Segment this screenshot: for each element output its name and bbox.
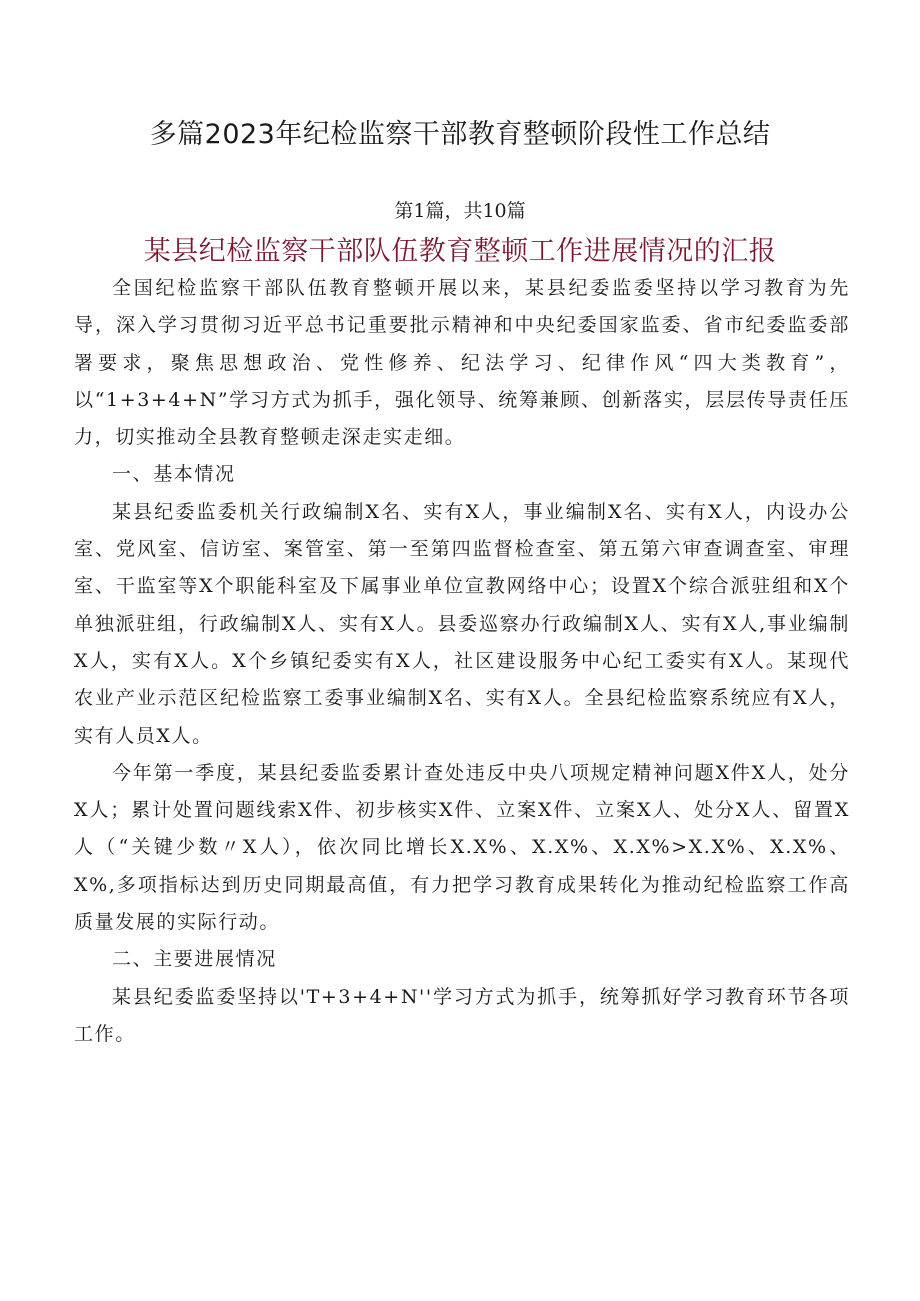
part-title: 某县纪检监察干部队伍教育整顿工作进展情况的汇报 (143, 236, 777, 267)
part-label: 第1篇，共10篇 (394, 200, 526, 222)
paragraph-first-quarter: 今年第一季度，某县纪委监委累计查处违反中央八项规定精神问题X件X人，处分X人；累计处置问题线索X件、初步核实X件、立案X件、立案X人、处分X人、留置X人（“关键少数〃X人），依次同比增长X.X%、X.X%、X.X%>X.X%、X.X%、X%,多项指标达到历史同期最高值，有力把学习教育成果转化为推动纪检监察工作高质量发展的实际行动。 (74, 761, 850, 934)
section-heading-main-progress: 二、主要进展情况 (112, 948, 277, 971)
paragraph-intro: 全国纪检监察干部队伍教育整顿开展以来，某县纪委监委坚持以学习教育为先导，深入学习贯彻习近平总书记重要批示精神和中央纪委国家监委、省市纪委监委部署要求，聚焦思想政治、党性修养、纪法学习、纪律作风“四大类教育”，以“1+3+4+N”学习方式为抓手，强化领导、统筹兼顾、创新落实，层层传导责任压力，切实推动全县教育整顿走深走实走细。 (74, 277, 850, 449)
document-title: 多篇2023年纪检监察干部教育整顿阶段性工作总结 (149, 119, 771, 150)
paragraph-staffing: 某县纪委监委机关行政编制X名、实有X人，事业编制X名、实有X人，内设办公室、党风室、信访室、案管室、第一至第四监督检查室、第五第六审查调查室、审理室、干监室等X个职能科室及下属事业单位宣教网络中心；设置X个综合派驻组和X个单独派驻组，行政编制X人、实有X人。县委巡察办行政编制X人、实有X人,事业编制X人，实有X人。X个乡镇纪委实有X人，社区建设服务中心纪工委实有X人。某现代农业产业示范区纪检监察工委事业编制X名、实有X人。全县纪检监察系统应有X人，实有人员X人。 (74, 500, 850, 747)
document-body (74, 270, 850, 1053)
section-heading-basic-situation: 一、基本情况 (112, 463, 236, 486)
paragraph-progress: 某县纪委监委坚持以'T+3+4+N''学习方式为抓手，统筹抓好学习教育环节各项工作。 (74, 985, 850, 1045)
